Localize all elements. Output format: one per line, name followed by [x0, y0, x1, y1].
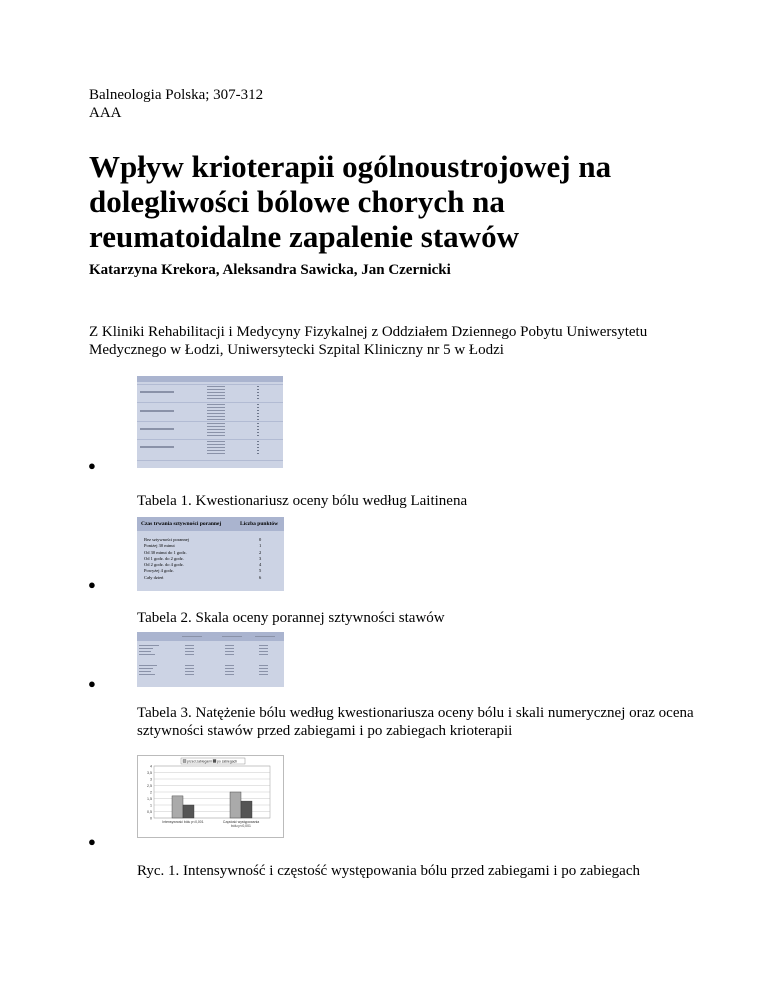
- legend-label: po zabiegach: [217, 759, 238, 764]
- table3-row-label: [139, 654, 155, 655]
- bullet-icon: ●: [88, 458, 96, 473]
- journal-code: AAA: [89, 105, 122, 121]
- table3-cell: [225, 674, 234, 675]
- journal-info: [89, 86, 263, 122]
- table1-row-points: [257, 395, 259, 396]
- bullet-icon: ●: [88, 577, 96, 592]
- table3-cell: [185, 648, 194, 649]
- table3-caption: Tabela 3. Natężenie bólu według kwestionariusza oceny bólu i skali numerycznej oraz ocena sztywności stawów przed zabiegami i po zabiegach krioterapii: [137, 705, 694, 739]
- table1-row-points: [257, 410, 259, 411]
- table2-row-label: Od 1 godz. do 2 godz.: [144, 555, 184, 561]
- article-title: Wpływ krioterapii ogólnoustrojowej na dolegliwości bólowe chorych na reumatoidalne zapalenie stawów: [89, 149, 612, 254]
- table3-cell: [259, 674, 268, 675]
- table3-cell: [225, 648, 234, 649]
- figure1-chart[interactable]: [137, 755, 284, 838]
- table3-cell: [225, 654, 234, 655]
- table2-row-label: Bez sztywności porannej: [144, 537, 189, 542]
- table3-col-header: [182, 636, 202, 637]
- table1-row-item: [207, 441, 225, 442]
- table1-row-label: [140, 410, 174, 412]
- table2-row-points: 0: [259, 537, 262, 542]
- y-tick-label: 1,5: [147, 796, 152, 801]
- table3-cell: [259, 645, 268, 646]
- table1-row-points: [257, 423, 259, 424]
- table1-row: [137, 460, 283, 461]
- table3-row-label: [139, 671, 151, 672]
- table1-row-points: [257, 426, 259, 427]
- table1-row-item: [207, 395, 225, 396]
- table1-row-item: [207, 404, 225, 405]
- table2-image[interactable]: [137, 517, 284, 591]
- table1-row-points: [257, 392, 259, 393]
- table3-row-label: [139, 645, 159, 646]
- article-authors: Katarzyna Krekora, Aleksandra Sawicka, Jan Czernicki: [89, 262, 451, 278]
- y-tick-label: 1: [150, 803, 152, 808]
- table3-cell: [185, 665, 194, 666]
- y-tick-label: 3: [150, 777, 152, 782]
- table1-row-points: [257, 447, 259, 448]
- table2-col-header: Czas trwania sztywności porannej: [141, 521, 222, 527]
- table3-row-label: [139, 651, 151, 652]
- table2-row-points: 4: [259, 562, 262, 568]
- table3-cell: [225, 651, 234, 652]
- table1-row-item: [207, 416, 225, 417]
- legend-swatch: [183, 760, 186, 763]
- table1-row-item: [207, 419, 225, 420]
- legend-label: przed zabiegami: [187, 759, 212, 764]
- table3-row-label: [139, 668, 153, 669]
- y-tick-label: 2,5: [147, 783, 152, 788]
- figure1-chart-svg: [138, 756, 283, 837]
- table1-row-item: [207, 423, 225, 424]
- bar: [230, 792, 241, 818]
- table2-caption: Tabela 2. Skala oceny porannej sztywności stawów: [137, 610, 445, 626]
- table3-cell: [185, 671, 194, 672]
- table1-row-item: [207, 389, 225, 390]
- x-tick-label: Częstość występowania: [222, 820, 260, 824]
- table3-cell: [259, 648, 268, 649]
- table2-row-label: Cały dzień: [144, 574, 164, 580]
- table3-cell: [259, 665, 268, 666]
- table3-cell: [225, 668, 234, 669]
- table3-cell: [225, 665, 234, 666]
- table1-row-item: [207, 392, 225, 393]
- table1-row-points: [257, 407, 259, 408]
- x-tick-label: Intensywność bólu p<0,001: [162, 820, 204, 824]
- table3-cell: [225, 671, 234, 672]
- table2-points: [259, 537, 261, 581]
- table2-header: [137, 517, 284, 531]
- bullet-icon: ●: [88, 834, 96, 849]
- table1-row-points: [257, 389, 259, 390]
- table1-row-item: [207, 450, 225, 451]
- table3-cell: [185, 651, 194, 652]
- y-tick-label: 0: [150, 816, 152, 821]
- table3-row-label: [139, 674, 155, 675]
- y-tick-label: 4: [150, 764, 152, 769]
- y-tick-label: 3,5: [147, 770, 152, 775]
- table1-row: [137, 402, 283, 403]
- table1-row-label: [140, 391, 174, 393]
- table3-cell: [225, 645, 234, 646]
- bullet-icon: ●: [88, 676, 96, 691]
- table1-row-points: [257, 450, 259, 451]
- table1-row-points: [257, 413, 259, 414]
- table3-col-header: [222, 636, 242, 637]
- table2-row-points: 5: [259, 568, 262, 574]
- table3-cell: [185, 654, 194, 655]
- table2-row-label: Od 30 minut do 1 godz.: [144, 549, 187, 555]
- table1-row-points: [257, 444, 259, 445]
- table3-col-header: [255, 636, 275, 637]
- figure1-caption: Ryc. 1. Intensywność i częstość występowania bólu przed zabiegami i po zabiegach: [137, 863, 640, 879]
- table1-row-points: [257, 435, 259, 436]
- table1-image[interactable]: [137, 376, 283, 468]
- bar: [172, 796, 183, 818]
- table2-row-label: Poniżej 30 minut: [144, 543, 175, 549]
- legend-swatch: [213, 760, 216, 763]
- table3-cell: [259, 651, 268, 652]
- table1-row-item: [207, 407, 225, 408]
- table1-row-item: [207, 413, 225, 414]
- table1-row-label: [140, 428, 174, 430]
- table2-labels: [144, 537, 189, 581]
- table1-row-item: [207, 447, 225, 448]
- journal-citation: Balneologia Polska; 307-312: [89, 87, 264, 103]
- table1-row: [137, 439, 283, 440]
- table1-row-points: [257, 419, 259, 420]
- table2-row-points: 2: [259, 549, 262, 555]
- table1-row-points: [257, 432, 259, 433]
- table1-row-item: [207, 432, 225, 433]
- table1-row-item: [207, 386, 225, 387]
- table1-row-points: [257, 398, 259, 399]
- article-affiliation: Z Kliniki Rehabilitacji i Medycyny Fizykalnej z Oddziałem Dziennego Pobytu Uniwersytetu Medycznego w Łodzi, Uniwersytecki Szpital Kliniczny nr 5 w Łodzi: [89, 324, 648, 358]
- table1-row-item: [207, 410, 225, 411]
- table1-caption: Tabela 1. Kwestionariusz oceny bólu według Laitinena: [137, 493, 468, 509]
- table1-row-points: [257, 453, 259, 454]
- table1-row: [137, 384, 283, 385]
- table1-row-points: [257, 441, 259, 442]
- table1-row-item: [207, 426, 225, 427]
- table1-row-points: [257, 386, 259, 387]
- table3-cell: [259, 654, 268, 655]
- table2-row-points: 1: [259, 543, 262, 549]
- table1-row-points: [257, 416, 259, 417]
- bar: [241, 801, 252, 818]
- table2-row-points: 6: [259, 574, 262, 580]
- table3-row-label: [139, 665, 157, 666]
- table1-row-points: [257, 429, 259, 430]
- table3-cell: [185, 668, 194, 669]
- table2-row-points: 3: [259, 555, 262, 561]
- table1-row-points: [257, 404, 259, 405]
- table2-row-label: Powyżej 4 godz.: [144, 568, 174, 574]
- y-tick-label: 0,5: [147, 809, 152, 814]
- table3-image[interactable]: [137, 632, 284, 687]
- table1-row-label: [140, 446, 174, 448]
- table1-row-item: [207, 444, 225, 445]
- table3-cell: [259, 668, 268, 669]
- table3-cell: [185, 674, 194, 675]
- table1-row: [137, 421, 283, 422]
- table1-header: [137, 376, 283, 382]
- table3-cell: [259, 671, 268, 672]
- table1-row-item: [207, 398, 225, 399]
- y-tick-label: 2: [150, 790, 152, 795]
- table1-row-item: [207, 429, 225, 430]
- table1-row-item: [207, 453, 225, 454]
- table3-cell: [185, 645, 194, 646]
- table2-col-header: Liczba punktów: [240, 521, 279, 527]
- bar: [183, 805, 194, 818]
- table3-row-label: [139, 648, 153, 649]
- table2-row-label: Od 2 godz. do 4 godz.: [144, 562, 184, 568]
- table1-row-item: [207, 435, 225, 436]
- x-tick-label: bólu p<0,001: [231, 824, 251, 829]
